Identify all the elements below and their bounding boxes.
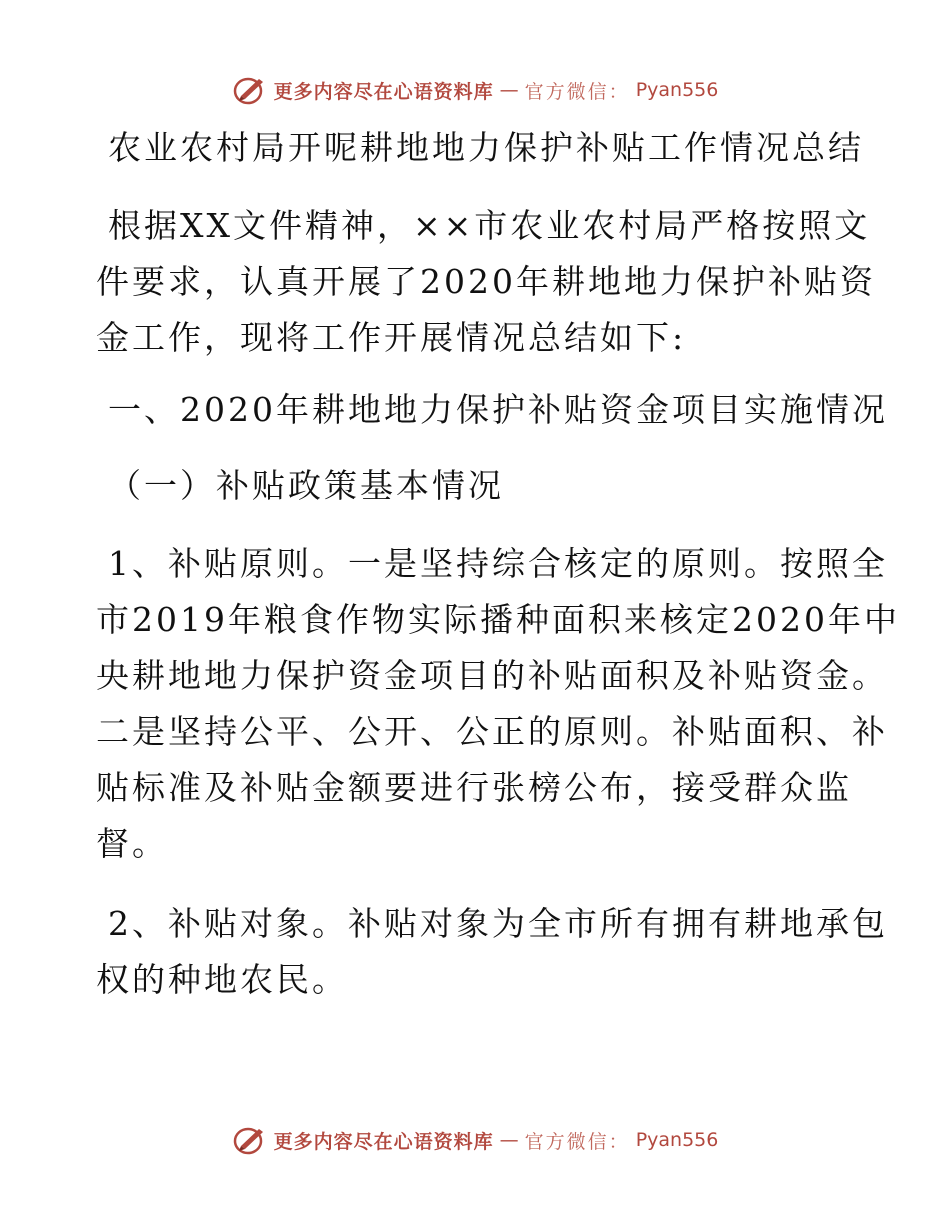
watermark-wechat-id: Pyan556 <box>635 79 719 101</box>
intro-line-2: 件要求，认真开展了2020年耕地地力保护补贴资 <box>96 262 876 301</box>
watermark-dash: — <box>499 79 519 101</box>
section-heading-1: 一、2020年耕地地力保护补贴资金项目实施情况 <box>108 390 888 429</box>
para1-line-3: 央耕地地力保护资金项目的补贴面积及补贴资金。 <box>96 656 888 695</box>
para1-line-2: 市2019年粮食作物实际播种面积来核定2020年中 <box>96 600 900 639</box>
para1-line-1: 1、补贴原则。一是坚持综合核定的原则。按照全 <box>108 544 888 583</box>
watermark-main-text: 更多内容尽在心语资料库 <box>273 1130 494 1153</box>
watermark-dash: — <box>499 1129 519 1151</box>
para1-line-4: 二是坚持公平、公开、公正的原则。补贴面积、补 <box>96 712 888 751</box>
pen-logo-icon <box>232 74 268 106</box>
intro-line-3: 金工作，现将工作开展情况总结如下: <box>96 318 687 357</box>
section-heading-2: （一）补贴政策基本情况 <box>108 466 504 505</box>
para2-line-1: 2、补贴对象。补贴对象为全市所有拥有耕地承包 <box>108 904 888 943</box>
watermark-header <box>0 74 950 106</box>
para1-line-5: 贴标准及补贴金额要进行张榜公布，接受群众监 <box>96 768 852 807</box>
document-title: 农业农村局开呢耕地地力保护补贴工作情况总结 <box>108 128 864 167</box>
pen-logo-icon <box>232 1124 268 1156</box>
watermark-main-text: 更多内容尽在心语资料库 <box>273 80 494 103</box>
watermark-sub-text: 官方微信： <box>524 80 630 103</box>
para1-line-6: 督。 <box>96 824 168 863</box>
watermark-footer <box>0 1124 950 1156</box>
watermark-sub-text: 官方微信： <box>524 1130 630 1153</box>
para2-line-2: 权的种地农民。 <box>96 960 348 999</box>
intro-line-1: 根据XX文件精神，××市农业农村局严格按照文 <box>108 206 871 245</box>
watermark-wechat-id: Pyan556 <box>635 1129 719 1151</box>
